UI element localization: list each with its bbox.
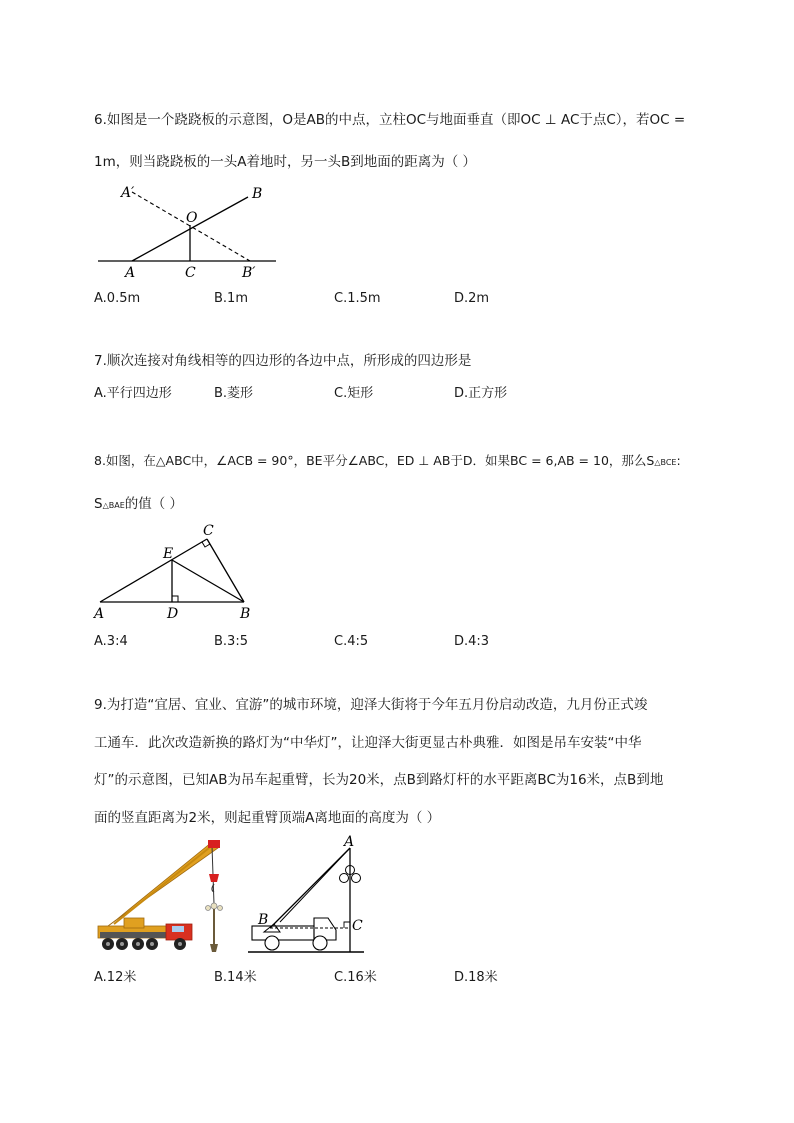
q6-option-d[interactable]: D.2m [454,291,490,306]
q8-sub-bce: △BCE [654,458,677,467]
q7-option-b[interactable]: B.菱形 [214,386,254,401]
q7-option-d[interactable]: D.正方形 [454,386,508,401]
label-E: E [163,546,174,562]
q6-text-line2: 1m，则当跷跷板的一头A着地时，另一头B到地面的距离为（ ） [94,154,477,170]
q6-option-b[interactable]: B.1m [214,291,248,306]
q9-text-line3: 灯”的示意图，已知AB为吊车起重臂，长为20米，点B到路灯杆的水平距离BC为16米，点B到地 [94,772,664,788]
label-A: A [125,265,136,281]
q6-text-line1: 6.如图是一个跷跷板的示意图，O是AB的中点，立柱OC与地面垂直（即OC ⊥ AC于点C），若OC = [94,112,686,128]
q9-text-line4: 面的竖直距离为2米，则起重臂顶端A离地面的高度为（ ） [94,810,441,826]
triangle-diagram [94,522,264,622]
q8-option-d[interactable]: D.4:3 [454,634,490,649]
q9-text-line1: 9.为打造“宜居、宜业、宜游”的城市环境，迎泽大街将于今年五月份启动改造，九月份正式竣 [94,697,648,713]
q8-s2: S [94,496,103,512]
label-C: C [352,918,363,934]
label-A: A [94,606,105,622]
label-O: O [186,210,198,226]
q7-text-line1: 7.顺次连接对角线相等的四边形的各边中点，所形成的四边形是 [94,353,472,369]
q7-option-a[interactable]: A.平行四边形 [94,386,172,401]
q8-sub-bae: △BAE [102,501,125,510]
q6-option-a[interactable]: A.0.5m [94,291,141,306]
crane-schematic-diagram [244,834,374,956]
crane-truck-illustration [94,834,234,956]
q8-text-main: 8.如图，在△ABC中，∠ACB = 90°，BE平分∠ABC，ED ⊥ AB于D．如果BC = 6,AB = 10，那么S [94,453,655,468]
q8-option-a[interactable]: A.3:4 [94,634,128,649]
q8-colon: : [676,453,681,468]
label-D: D [167,606,179,622]
q8-text-line2 [94,492,183,512]
q9-option-d[interactable]: D.18米 [454,970,498,985]
q8-option-c[interactable]: C.4:5 [334,634,369,649]
q9-option-b[interactable]: B.14米 [214,970,257,985]
q7-option-c[interactable]: C.矩形 [334,386,374,401]
q9-option-a[interactable]: A.12米 [94,970,137,985]
label-B: B [240,606,251,622]
seesaw-diagram [94,180,284,280]
q8-option-b[interactable]: B.3:5 [214,634,248,649]
label-B: B [258,912,269,928]
label-C: C [185,265,196,281]
q9-text-line2: 工通车．此次改造新换的路灯为“中华灯”，让迎泽大街更显古朴典雅．如图是吊车安装“中华 [94,735,642,751]
q8-text-line1 [94,451,681,469]
label-B: B [252,186,263,202]
q8-text-tail: 的值（ ） [124,496,184,512]
q9-option-c[interactable]: C.16米 [334,970,377,985]
q6-option-c[interactable]: C.1.5m [334,291,381,306]
label-B-prime: B′ [242,265,256,281]
label-A-prime: A′ [121,185,135,201]
label-C: C [203,523,214,539]
label-A: A [344,834,355,850]
